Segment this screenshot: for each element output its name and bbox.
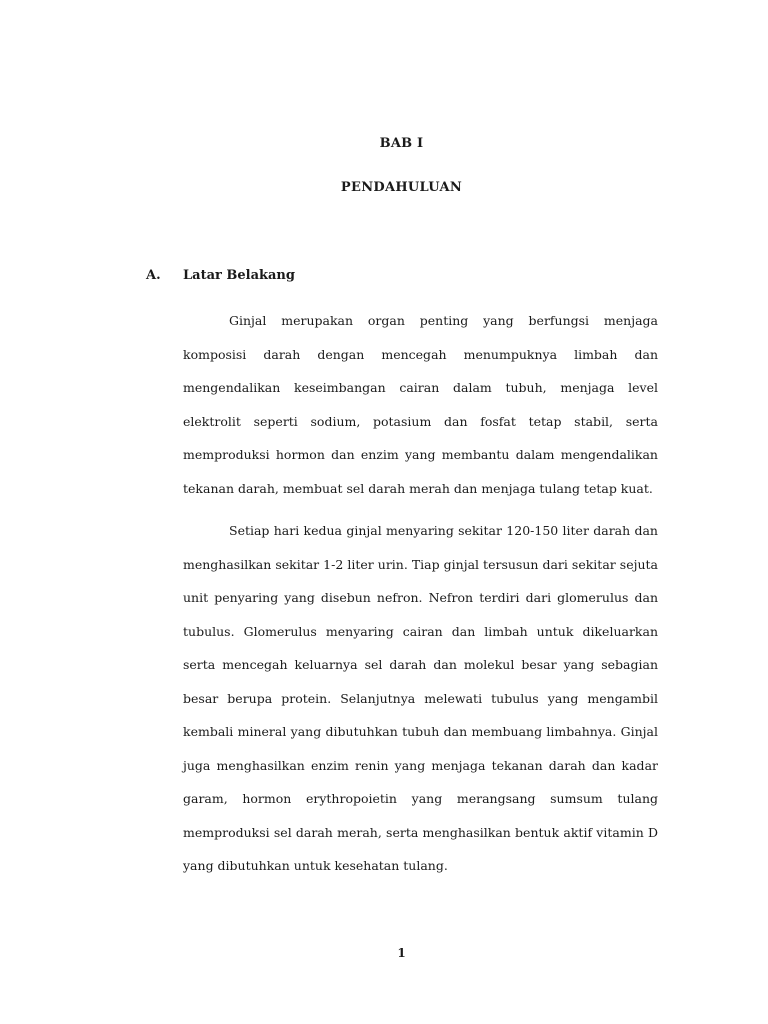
paragraph-1-text: Ginjal merupakan organ penting yang berfungsi menjaga komposisi darah dengan mencegah menumpuknya limbah dan mengendalikan keseimbangan cairan dalam tubuh, menjaga level elektrolit seperti sodium, potasium dan fosfat tetap stabil, serta memproduksi hormon dan enzim yang membantu dalam mengendalikan tekanan darah, membuat sel darah merah dan menjaga tulang tetap kuat. <box>183 313 658 496</box>
section-letter: A. <box>146 268 161 283</box>
paragraph-2 <box>183 514 658 883</box>
chapter-title: PENDAHULUAN <box>340 180 463 195</box>
section-heading <box>146 268 295 283</box>
chapter-number: BAB I <box>379 136 424 151</box>
page-number: 1 <box>397 946 406 960</box>
paragraph-2-text: Setiap hari kedua ginjal menyaring sekitar 120-150 liter darah dan menghasilkan sekitar 1-2 liter urin. Tiap ginjal tersusun dari sekitar sejuta unit penyaring yang disebun nefron. Nefron terdiri dari glomerulus dan tubulus. Glomerulus menyaring cairan dan limbah untuk dikeluarkan serta mencegah keluarnya sel darah dan molekul besar yang sebagian besar berupa protein. Selanjutnya melewati tubulus yang mengambil kembali mineral yang dibutuhkan tubuh dan membuang limbahnya. Ginjal juga menghasilkan enzim renin yang menjaga tekanan darah dan kadar garam, hormon erythropoietin yang merangsang sumsum tulang memproduksi sel darah merah, serta menghasilkan bentuk aktif vitamin D yang dibutuhkan untuk kesehatan tulang. <box>183 523 658 873</box>
section-title: Latar Belakang <box>183 268 295 283</box>
paragraph-1 <box>183 304 658 505</box>
